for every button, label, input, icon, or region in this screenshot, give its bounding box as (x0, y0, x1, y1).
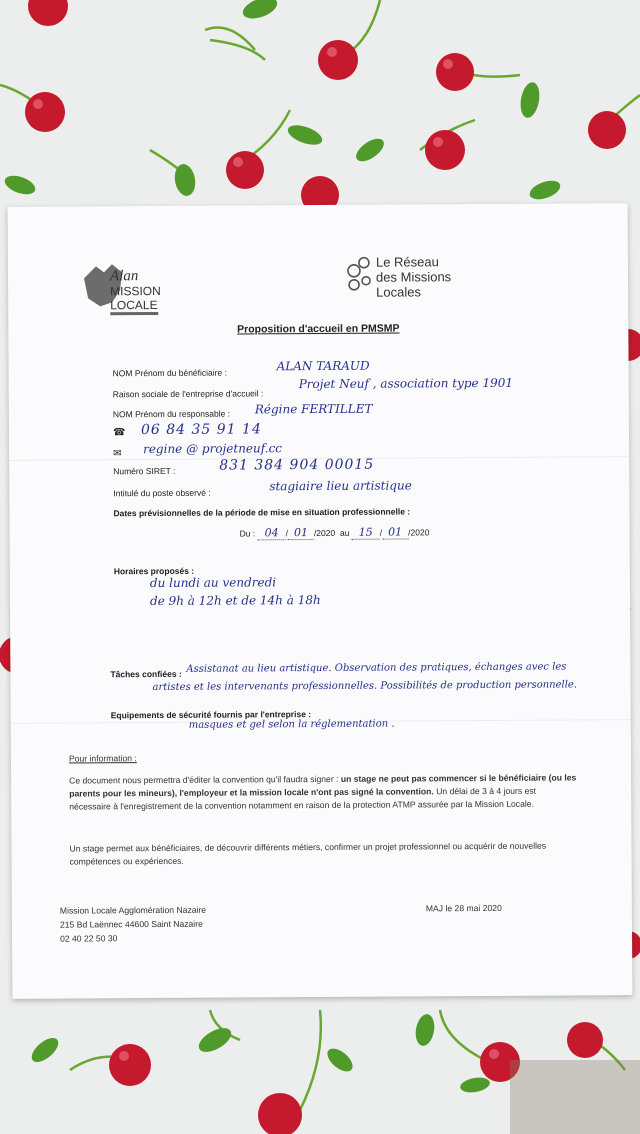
info-paragraph-2: Un stage permet aux bénéficiaires, de découvrir différents métiers, confirmer un projet professionnel ou acquérir de nouvelles compétences ou expériences. (69, 840, 547, 867)
au-label: au (339, 527, 350, 538)
au-year: /2020 (408, 527, 430, 538)
horaires-line1: du lundi au vendredi (149, 575, 277, 591)
info-paragraph-1 (69, 771, 579, 813)
footer-address-block (60, 903, 206, 946)
du-day: 04 (264, 526, 279, 540)
logo-right-line3: Locales (376, 284, 421, 300)
beneficiaire-value: ALAN TARAUD (276, 358, 370, 374)
raison-sociale-label: Raison sociale de l'entreprise d'accueil : (112, 388, 264, 400)
raison-sociale-value: Projet Neuf , association type 1901 (298, 375, 514, 392)
phone-value: 06 84 35 91 14 (140, 421, 262, 439)
du-label: Du : (239, 528, 256, 539)
poste-value: stagiaire lieu artistique (269, 478, 412, 494)
du-month: 01 (293, 526, 308, 540)
beneficiaire-label: NOM Prénom du bénéficiaire : (112, 367, 227, 379)
au-month: 01 (388, 525, 403, 539)
alan-mission-locale-logo (82, 250, 172, 321)
du-year: /2020 (313, 527, 336, 539)
horaires-label: Horaires proposés : (113, 565, 195, 577)
logo-right-line2: des Missions (375, 269, 452, 285)
dates-label: Dates prévisionnelles de la période de mise en situation professionnelle : (113, 506, 411, 519)
siret-value: 831 384 904 00015 (219, 456, 375, 474)
info-heading: Pour information : (68, 753, 137, 764)
taches-line2: artistes et les intervenants professionnelles. Possibilités de production personnelle. (152, 679, 578, 694)
info-p1-start: Ce document nous permettra d'éditer la convention qu'il faudra signer : (69, 773, 341, 786)
logo-left-line2: MISSION (110, 283, 161, 299)
footer-address: 215 Bd Laënnec 44600 Saint Nazaire (59, 918, 203, 930)
responsable-label: NOM Prénom du responsable : (112, 408, 231, 420)
footer-org: Mission Locale Agglomération Nazaire (59, 904, 207, 916)
email-icon: ✉ (113, 448, 122, 460)
logo-left-line3: LOCALE (110, 297, 158, 313)
au-day: 15 (358, 525, 373, 539)
phone-icon: ☎ (112, 427, 126, 439)
form-sheet (8, 203, 633, 999)
horaires-line2: de 9h à 12h et de 14h à 18h (149, 592, 321, 609)
reseau-missions-locales-logo (342, 248, 482, 307)
siret-label: Numéro SIRET : (113, 465, 176, 477)
equipements-value: masques et gel selon la réglementation . (188, 718, 395, 731)
date-from: Du : 04 / 01 /2020 au 15 / 01 /2020 (239, 525, 430, 540)
footer-phone: 02 40 22 50 30 (60, 933, 118, 944)
taches-line1: Assistanat au lieu artistique. Observation des pratiques, échanges avec les (186, 661, 567, 675)
responsable-value: Régine FERTILLET (254, 401, 373, 417)
info-p1-end: Un délai de 3 à 4 jours est nécessaire à l'enregistrement de la convention notamment en raison de la protection ATMP assurée par la Mission Locale. (69, 785, 537, 812)
footer-maj: MAJ le 28 mai 2020 (425, 902, 502, 914)
email-value: regine @ projetneuf.cc (143, 441, 283, 457)
logo-left-line1: Alan (109, 268, 139, 285)
form-title: Proposition d'accueil en PMSMP (237, 322, 400, 336)
taches-label: Tâches confiées : (110, 668, 182, 680)
equipements-label: Equipements de sécurité fournis par l'entreprise : (110, 709, 312, 721)
poste-label: Intitulé du poste observé : (113, 487, 211, 499)
info-p1-bold: un stage ne peut pas commencer si le bénéficiaire (ou les parents pour les mineurs), l'employeur et la mission locale n'ont pas signé la convention. (69, 772, 577, 799)
logo-right-line1: Le Réseau (375, 254, 439, 270)
